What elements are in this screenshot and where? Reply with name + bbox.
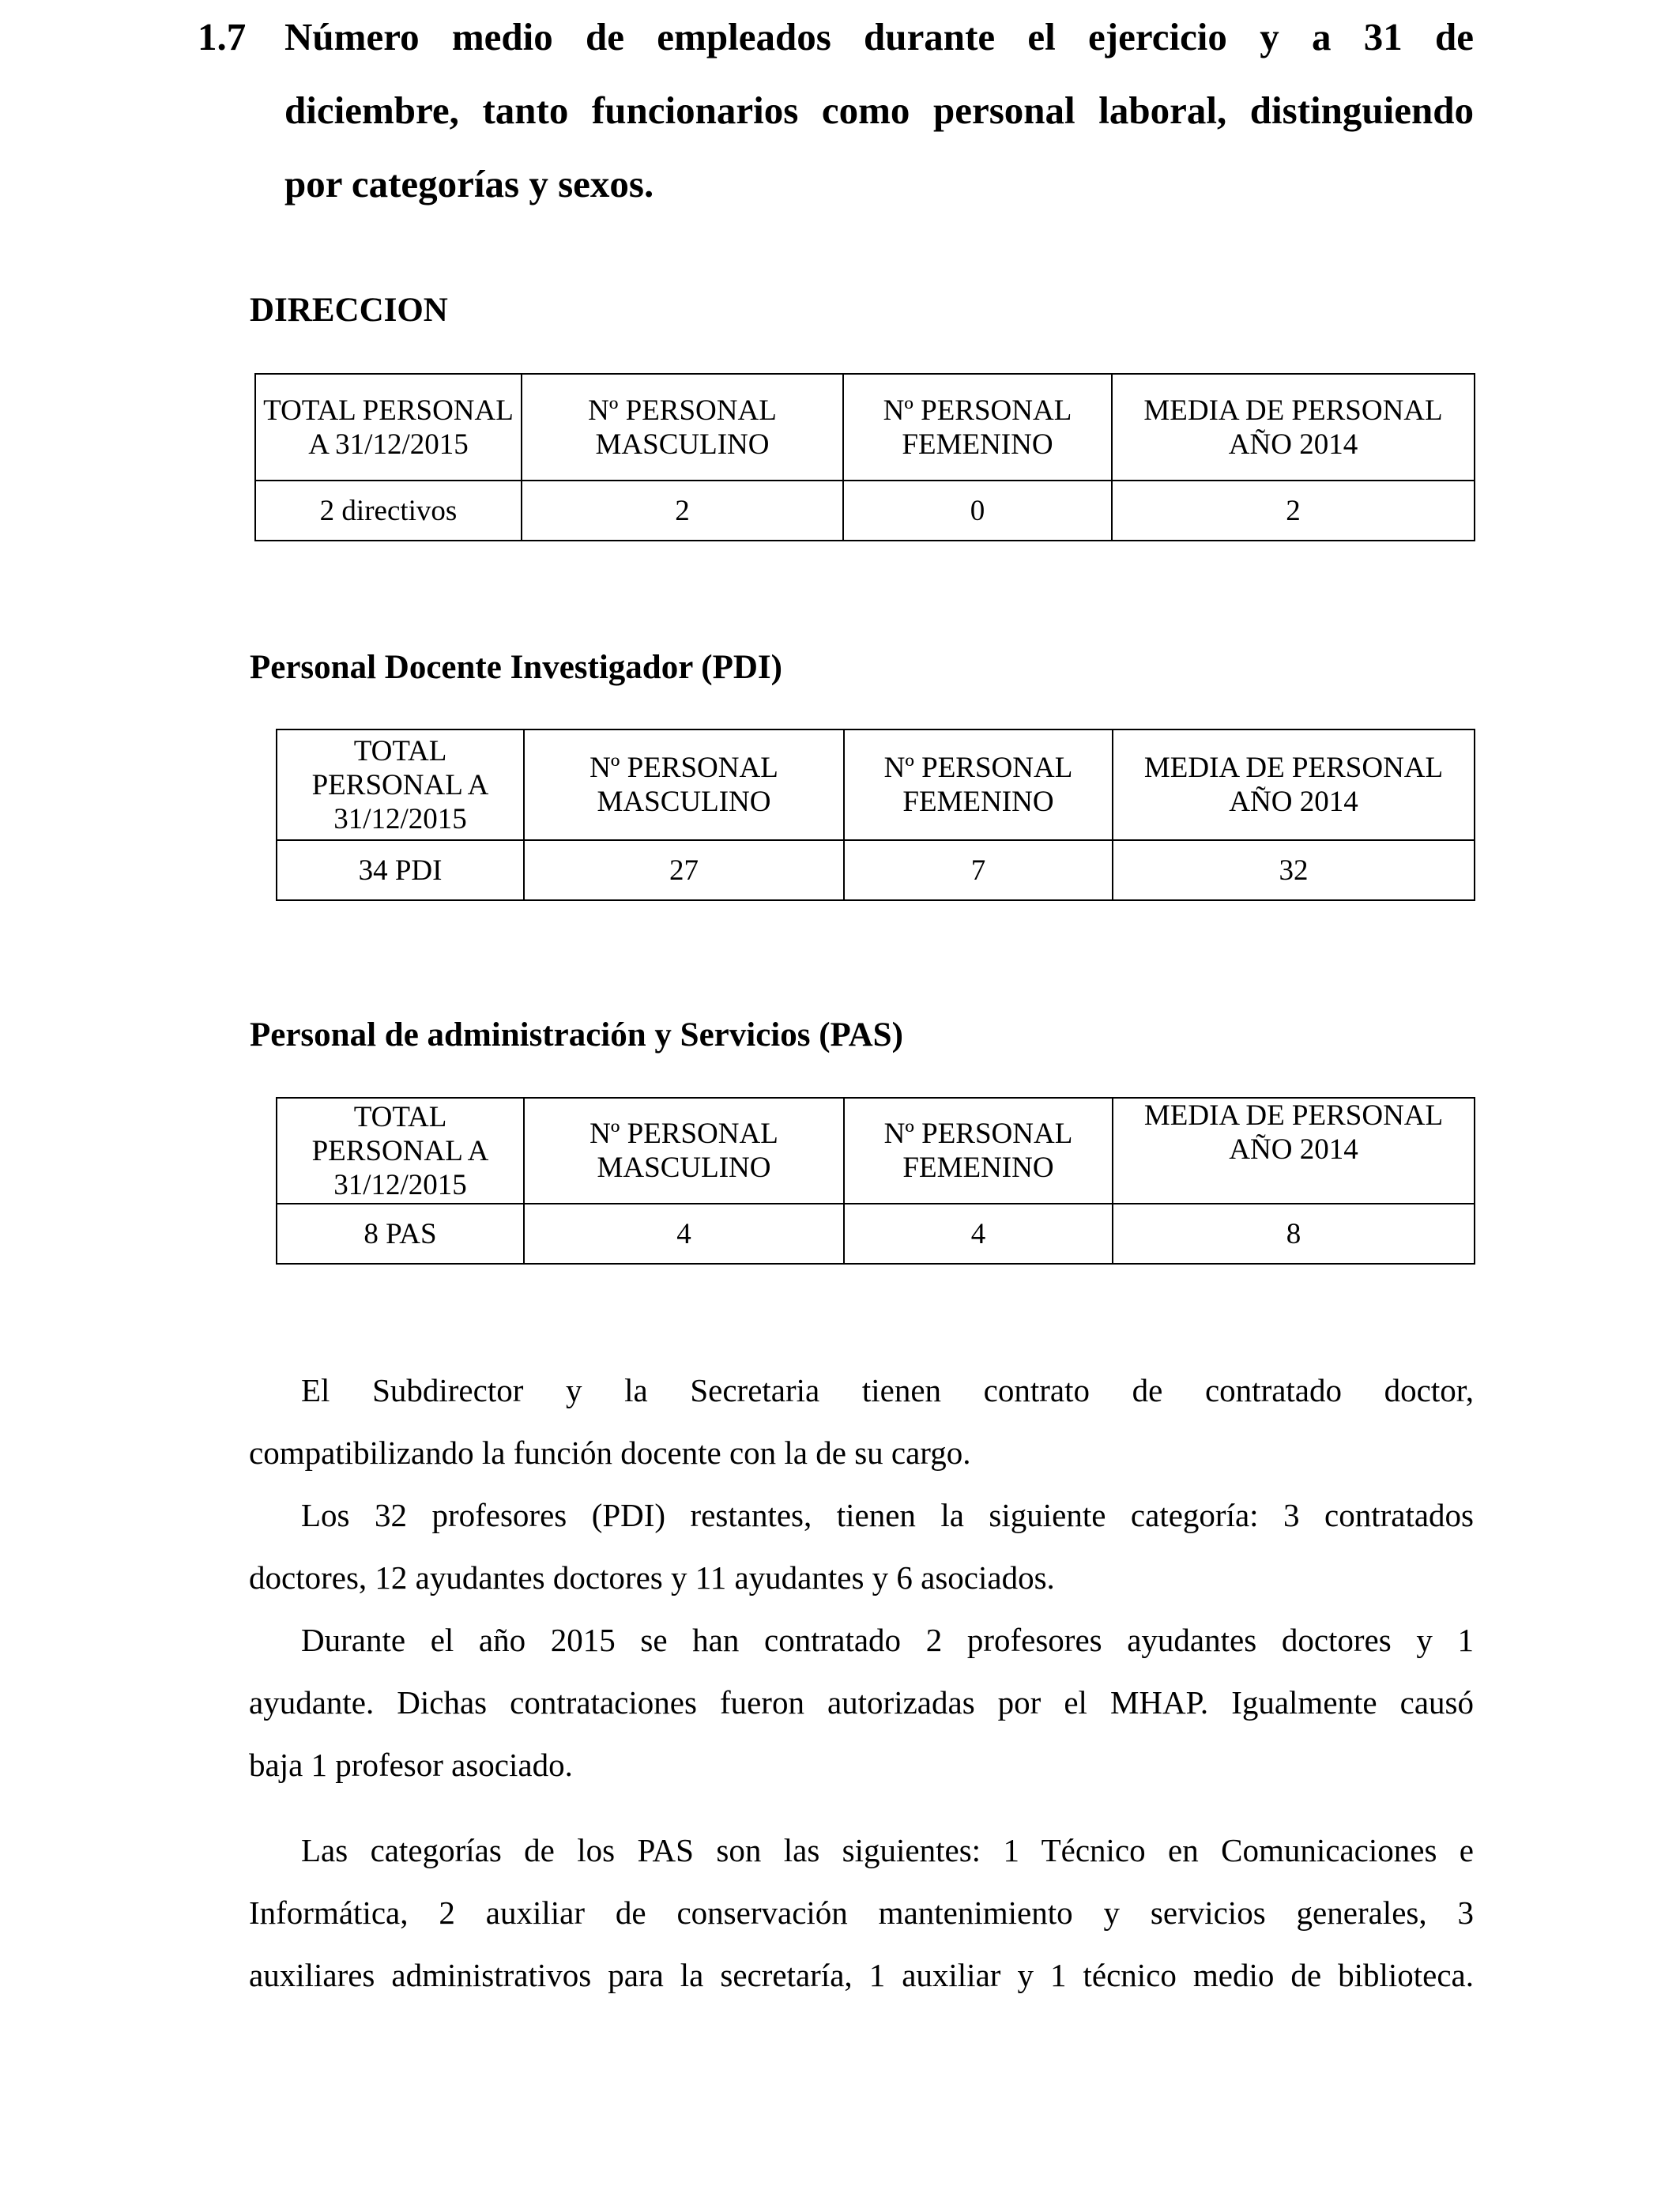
table-header-row bbox=[277, 729, 1475, 840]
header-total: TOTAL PERSONAL A 31/12/2015 bbox=[255, 374, 522, 481]
heading-line-3: por categorías y sexos. bbox=[284, 162, 654, 205]
header-masculino: Nº PERSONAL MASCULINO bbox=[524, 1098, 844, 1204]
pas-table bbox=[276, 1097, 1475, 1265]
header-total: TOTAL PERSONAL A 31/12/2015 bbox=[277, 1098, 524, 1204]
header-masculino: Nº PERSONAL MASCULINO bbox=[522, 374, 843, 481]
heading-line-1: Número medio de empleados durante el ejercicio y a 31 de bbox=[284, 15, 1474, 58]
header-media: MEDIA DE PERSONAL AÑO 2014 bbox=[1112, 374, 1475, 481]
cell-total: 2 directivos bbox=[255, 481, 522, 541]
cell-femenino: 7 bbox=[844, 840, 1113, 900]
header-femenino: Nº PERSONAL FEMENINO bbox=[844, 1098, 1113, 1204]
cell-media: 32 bbox=[1113, 840, 1475, 900]
cell-masculino: 27 bbox=[524, 840, 844, 900]
header-femenino: Nº PERSONAL FEMENINO bbox=[844, 729, 1113, 840]
table-row bbox=[277, 1204, 1475, 1264]
paragraph-line: compatibilizando la función docente con la de su cargo. bbox=[249, 1434, 971, 1471]
cell-femenino: 0 bbox=[843, 481, 1112, 541]
paragraph-line: Las categorías de los PAS son las siguientes: 1 Técnico en Comunicaciones e bbox=[301, 1832, 1474, 1868]
paragraph-line: Durante el año 2015 se han contratado 2 profesores ayudantes doctores y 1 bbox=[301, 1622, 1474, 1658]
header-total: TOTAL PERSONAL A 31/12/2015 bbox=[277, 729, 524, 840]
heading-line-2: diciembre, tanto funcionarios como personal laboral, distinguiendo bbox=[284, 89, 1474, 132]
paragraph-line: doctores, 12 ayudantes doctores y 11 ayudantes y 6 asociados. bbox=[249, 1559, 1055, 1596]
direccion-table bbox=[254, 373, 1475, 541]
paragraph-contrataciones bbox=[249, 1609, 1474, 1796]
header-media: MEDIA DE PERSONAL AÑO 2014 bbox=[1113, 1098, 1475, 1204]
cell-femenino: 4 bbox=[844, 1204, 1113, 1264]
header-masculino: Nº PERSONAL MASCULINO bbox=[524, 729, 844, 840]
paragraph-pas-categorias bbox=[249, 1819, 1474, 2007]
cell-total: 34 PDI bbox=[277, 840, 524, 900]
cell-masculino: 4 bbox=[524, 1204, 844, 1264]
table-header-row bbox=[255, 374, 1475, 481]
paragraph-subdirector bbox=[249, 1359, 1474, 1484]
paragraph-line: baja 1 profesor asociado. bbox=[249, 1747, 573, 1783]
paragraph-profesores bbox=[249, 1484, 1474, 1609]
paragraph-line: Informática, 2 auxiliar de conservación mantenimiento y servicios generales, 3 bbox=[249, 1894, 1474, 1931]
cell-masculino: 2 bbox=[522, 481, 843, 541]
cell-media: 2 bbox=[1112, 481, 1475, 541]
cell-total: 8 PAS bbox=[277, 1204, 524, 1264]
paragraph-line: El Subdirector y la Secretaria tienen contrato de contratado doctor, bbox=[301, 1372, 1474, 1408]
header-media: MEDIA DE PERSONAL AÑO 2014 bbox=[1113, 729, 1475, 840]
direccion-title: DIRECCION bbox=[250, 292, 448, 329]
pdi-table bbox=[276, 729, 1475, 901]
pdi-title: Personal Docente Investigador (PDI) bbox=[250, 649, 782, 686]
cell-media: 8 bbox=[1113, 1204, 1475, 1264]
table-row bbox=[255, 481, 1475, 541]
pas-title: Personal de administración y Servicios (PAS) bbox=[250, 1016, 903, 1054]
paragraph-line: ayudante. Dichas contrataciones fueron autorizadas por el MHAP. Igualmente causó bbox=[249, 1684, 1474, 1721]
table-header-row bbox=[277, 1098, 1475, 1204]
section-heading bbox=[198, 0, 1474, 221]
table-row bbox=[277, 840, 1475, 900]
section-heading-text bbox=[284, 0, 1474, 221]
paragraph-line: Los 32 profesores (PDI) restantes, tienen la siguiente categoría: 3 contratados bbox=[301, 1497, 1474, 1533]
section-number: 1.7 bbox=[198, 15, 247, 58]
paragraph-line: auxiliares administrativos para la secretaría, 1 auxiliar y 1 técnico medio de biblioteca. bbox=[249, 1957, 1474, 1993]
header-femenino: Nº PERSONAL FEMENINO bbox=[843, 374, 1112, 481]
